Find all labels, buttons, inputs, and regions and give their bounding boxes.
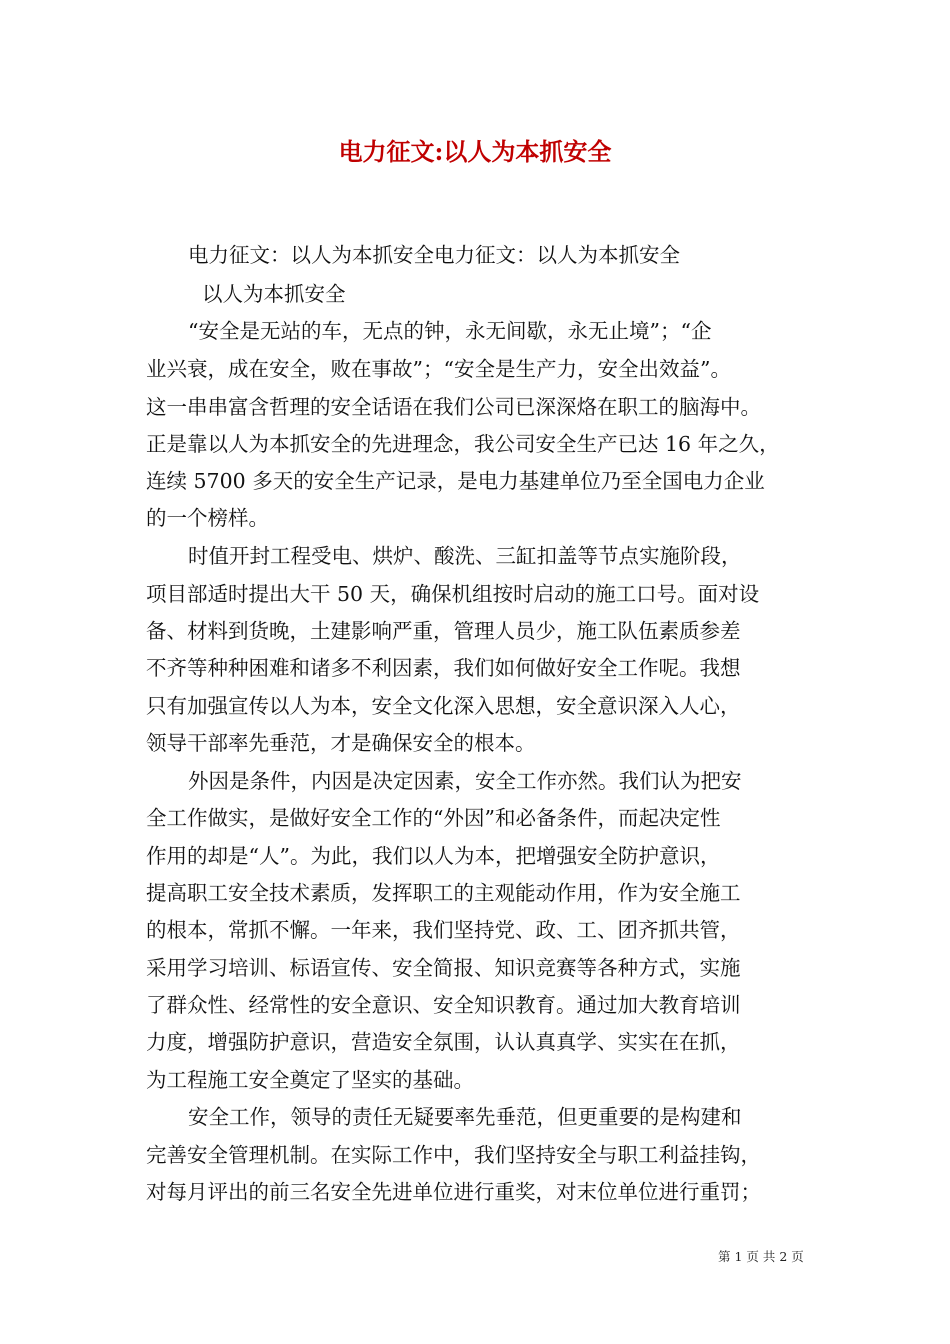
paragraph-line: 采用学习培训、标语宣传、安全简报、知识竞赛等各种方式，实施 xyxy=(146,956,741,980)
paragraph-line: 这一串串富含哲理的安全话语在我们公司已深深烙在职工的脑海中。 xyxy=(146,395,761,419)
paragraph-line: 完善安全管理机制。在实际工作中，我们坚持安全与职工利益挂钩， xyxy=(146,1143,761,1167)
paragraph-line: 时值开封工程受电、烘炉、酸洗、三缸扣盖等节点实施阶段， xyxy=(188,544,742,568)
paragraph-line: 对每月评出的前三名安全先进单位进行重奖，对末位单位进行重罚； xyxy=(146,1180,761,1204)
paragraph-line: 外因是条件，内因是决定因素，安全工作亦然。我们认为把安 xyxy=(188,769,742,793)
page-number: 第 1 页 共 2 页 xyxy=(718,1249,804,1264)
paragraph-line: 电力征文：以人为本抓安全电力征文：以人为本抓安全 xyxy=(188,243,680,267)
paragraph-line: 只有加强宣传以人为本，安全文化深入思想，安全意识深入人心， xyxy=(146,694,741,718)
paragraph-line: “安全是无站的车，无点的钟，永无间歇，永无止境”；“企 xyxy=(188,319,712,343)
paragraph-line: 提高职工安全技术素质，发挥职工的主观能动作用，作为安全施工 xyxy=(146,881,741,905)
paragraph-line: 作用的却是“人”。为此，我们以人为本，把增强安全防护意识， xyxy=(146,844,721,868)
document-title: 电力征文:以人为本抓安全 xyxy=(338,137,612,166)
paragraph-line: 以人为本抓安全 xyxy=(202,282,346,306)
paragraph-line: 项目部适时提出大干 50 天，确保机组按时启动的施工口号。面对设 xyxy=(146,582,760,606)
paragraph-line: 连续 5700 多天的安全生产记录，是电力基建单位乃至全国电力企业 xyxy=(146,469,765,493)
paragraph-line: 安全工作，领导的责任无疑要率先垂范，但更重要的是构建和 xyxy=(188,1105,742,1129)
paragraph-line: 了群众性、经常性的安全意识、安全知识教育。通过加大教育培训 xyxy=(146,993,741,1017)
paragraph-line: 全工作做实，是做好安全工作的“外因”和必备条件，而起决定性 xyxy=(146,806,721,830)
paragraph-line: 为工程施工安全奠定了坚实的基础。 xyxy=(146,1068,474,1092)
paragraph-line: 的一个榜样。 xyxy=(146,506,269,530)
paragraph-line: 业兴衰，成在安全，败在事故”；“安全是生产力，安全出效益”。 xyxy=(146,357,731,381)
paragraph-line: 领导干部率先垂范，才是确保安全的根本。 xyxy=(146,731,536,755)
paragraph-line: 的根本，常抓不懈。一年来，我们坚持党、政、工、团齐抓共管， xyxy=(146,918,741,942)
paragraph-line: 正是靠以人为本抓安全的先进理念，我公司安全生产已达 16 年之久， xyxy=(146,432,780,456)
paragraph-line: 力度，增强防护意识，营造安全氛围，认认真真学、实实在在抓， xyxy=(146,1030,741,1054)
paragraph-line: 备、材料到货晚，土建影响严重，管理人员少，施工队伍素质参差 xyxy=(146,619,741,643)
paragraph-line: 不齐等种种困难和诸多不利因素，我们如何做好安全工作呢。我想 xyxy=(146,656,741,680)
